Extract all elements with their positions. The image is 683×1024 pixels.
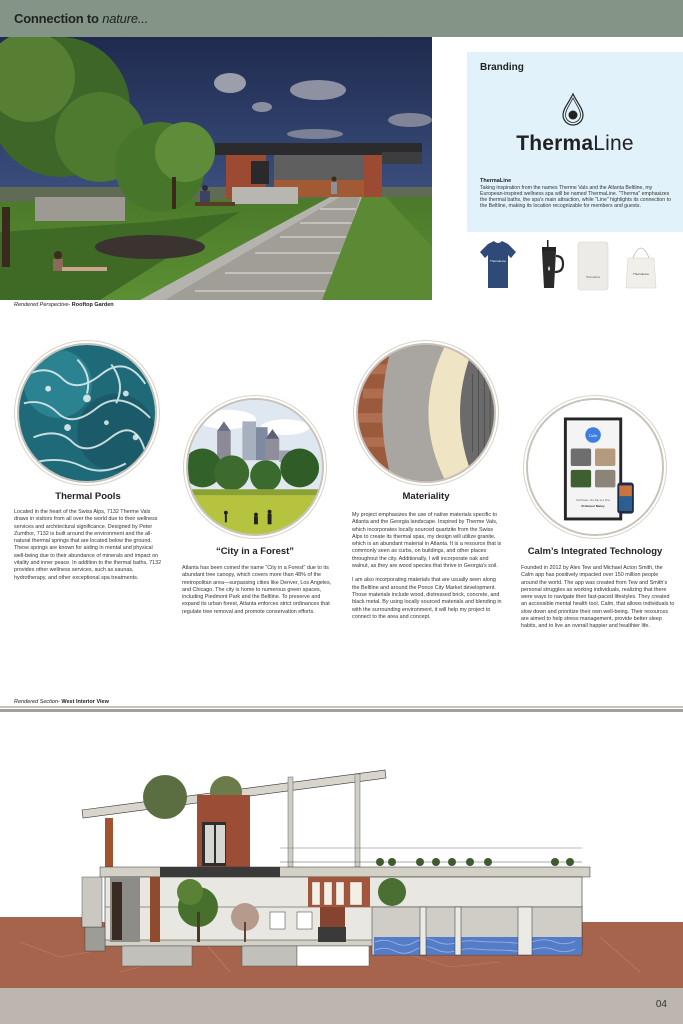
- materiality-image: [356, 343, 496, 483]
- page-title-italic: nature...: [102, 11, 149, 26]
- material-swatches-illustration: [358, 345, 494, 481]
- page-number: 04: [655, 999, 667, 1010]
- west-interior-section-drawing: [0, 712, 683, 988]
- tote-label: ThermaLine: [632, 272, 650, 276]
- branding-heading: Branding: [480, 62, 524, 73]
- building-section-illustration: [0, 712, 683, 988]
- page-title: [14, 11, 148, 26]
- hero-caption-bold: Rooftop Garden: [71, 302, 114, 308]
- thermal-pools-title: Thermal Pools: [55, 491, 121, 502]
- hero-caption-italic: Rendered Perspective-: [14, 302, 71, 308]
- thermal-pools-body: [14, 509, 164, 582]
- calm-app-display-illustration: [528, 400, 662, 534]
- section-caption-bold: West Interior View: [61, 699, 109, 705]
- merch-tote-bag: [621, 238, 661, 293]
- brand-subtitle: ThermaLine: [480, 178, 512, 184]
- hero-caption: [14, 302, 114, 308]
- city-in-a-forest-title: “City in a Forest”: [215, 546, 295, 557]
- thermal-pools-paragraph: Located in the heart of the Swiss Alps, 7132 Therme Vals draws in visitors from all over the world due to their wellness services and architectural significance. Designed by Peter Zumthor, 7132 is built around the environment and the all-natural thermal springs that are located below the ground. These springs are known for aiding in mental and physical well-being due to their abundance of minerals and impact on vitality and inner peace. In addition to the thermal baths, 7132 provides other wellness services, such as saunas, hydrotherapy, and other exceptional spa treatments.: [14, 509, 162, 581]
- calm-technology-paragraph: Founded in 2012 by Alex Tew and Michael Acton Smith, the Calm app has positively impacted over 150 million people around the world. The app was created from Tew and Smith's personal struggles as working individuals, realizing that there were ways to navigate their fast-paced lifestyles. They created an accessible mental health tool, Calm, that allows individuals to slow down and prioritize their own well-being. Their resources are aimed to help stress management, provide better sleep habits, and to live an overall happier and healthier life.: [521, 565, 675, 630]
- tshirt-label: ThermaLine: [489, 259, 507, 263]
- towel-label: ThermaLine: [586, 276, 600, 279]
- section-caption-italic: Rendered Section-: [14, 699, 60, 705]
- section-divider-top: [0, 706, 683, 708]
- thermal-pools-image: [17, 343, 157, 483]
- brand-description: Taking inspiration from the names Therme Vals and the Atlanta Beltline, my European-inspired wellness spa will be named ThermaLine. "Therma" emphasizes the thermal baths, the spa's main attraction, while "Line" highlights its connection to the Beltline, making its location recognizable for members and guests.: [480, 185, 671, 209]
- turbulent-water-illustration: [19, 345, 155, 481]
- materiality-title: Materiality: [402, 491, 450, 502]
- materiality-paragraph-1: My project emphasizes the use of native materials specific to Atlanta and the Georgia landscape. Inspired by Therme Vals, which incorporates locally sourced quartzite from the Swiss Alps to create its thermal spas, my design will utilize granite, which is an abundant material in Atlanta. It is a resource that is commonly seen as curbs, on buildings, and other places throughout the city. Additionally, I will incorporate oak and walnut, as they are wood species that thrive in Georgia's soil.: [352, 512, 502, 570]
- materiality-body: [352, 512, 504, 621]
- rooftop-garden-illustration: [0, 37, 432, 300]
- city-in-a-forest-image: [186, 398, 324, 536]
- merch-tshirt: [478, 238, 518, 293]
- header-bar: [0, 0, 683, 37]
- logo-light-text: Line: [593, 132, 634, 155]
- merch-tumbler: [530, 238, 570, 293]
- atlanta-skyline-park-illustration: [188, 400, 322, 534]
- calm-technology-image: [526, 398, 664, 536]
- page-title-bold: Connection to: [14, 11, 99, 26]
- thermaline-logo: [467, 132, 683, 156]
- city-in-a-forest-body: [182, 565, 332, 616]
- footer-bar: [0, 988, 683, 1024]
- calm-logo: Calm: [588, 433, 598, 438]
- merch-towel: [573, 238, 613, 293]
- water-drop-icon: [558, 92, 588, 126]
- section-caption: [14, 699, 109, 705]
- branding-panel: [467, 52, 683, 232]
- calm-technology-title: Calm’s Integrated Technology: [527, 546, 663, 557]
- materiality-paragraph-2: I am also incorporating materials that are usually seen along the Beltline and around the Ponce City Market development. Those materials include wood, distressed brick, concrete, and black metal. By using locally sourced materials and blending in with the surrounding environment, it will help my project to connect to the area and concept.: [352, 577, 502, 620]
- calm-tagline: Find Peace, One Day at a Time: [576, 498, 610, 502]
- rooftop-garden-render: [0, 37, 432, 300]
- logo-bold-text: Therma: [516, 132, 594, 155]
- calm-name: Professor Nancy: [581, 503, 605, 508]
- city-in-a-forest-paragraph: Atlanta has been coined the name "City in a Forest" due to its abundant tree canopy, which covers more than 48% of the metropolitan area—surpassing cities like Denver, Los Angeles, and Chicago. The city is home to numerous green spaces, including Piedmont Park and the Beltline. To preserve and expand its urban forest, Atlanta enforces strict ordinances that regulate tree removal and promote conservation efforts.: [182, 565, 332, 615]
- calm-technology-body: [521, 565, 676, 631]
